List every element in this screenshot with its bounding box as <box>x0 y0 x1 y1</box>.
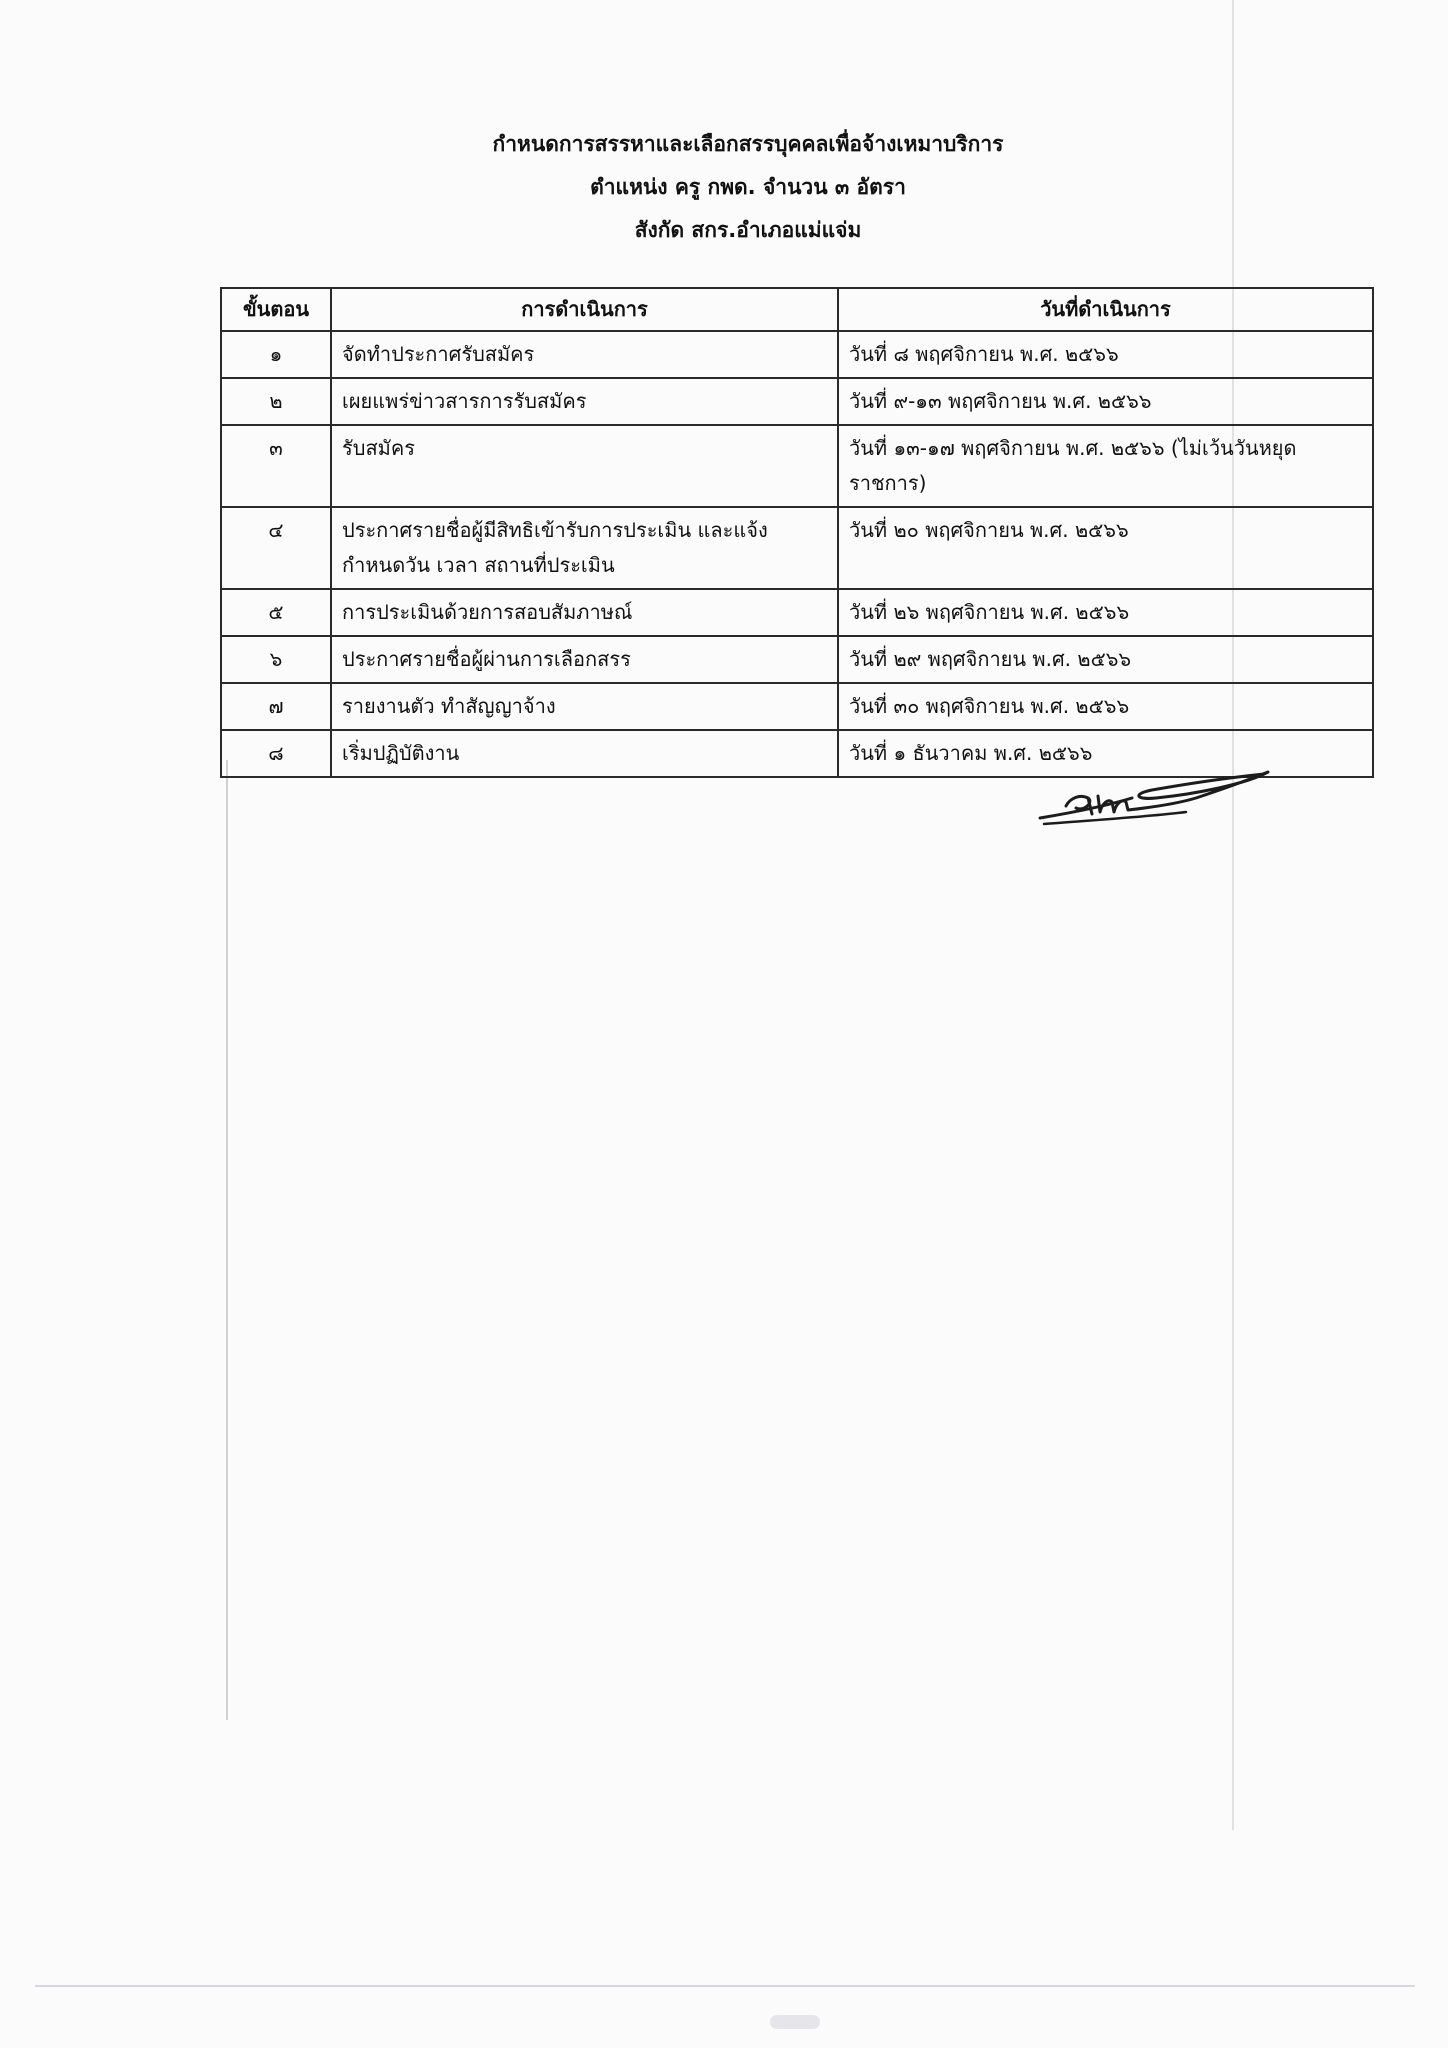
column-header-step: ขั้นตอน <box>221 288 331 331</box>
action-cell: รับสมัคร <box>331 425 838 507</box>
table-row <box>221 683 1373 730</box>
date-cell: วันที่ ๙-๑๓ พฤศจิกายน พ.ศ. ๒๕๖๖ <box>838 378 1373 425</box>
scan-bottom-edge <box>35 1985 1415 1987</box>
column-header-action: การดำเนินการ <box>331 288 838 331</box>
table-header-row <box>221 288 1373 331</box>
column-header-date: วันที่ดำเนินการ <box>838 288 1373 331</box>
schedule-table <box>220 287 1374 778</box>
date-cell: วันที่ ๒๐ พฤศจิกายน พ.ศ. ๒๕๖๖ <box>838 507 1373 589</box>
affiliation-line: สังกัด สกร.อำเภอแม่แจ่ม <box>634 218 862 242</box>
date-cell: วันที่ ๑ ธันวาคม พ.ศ. ๒๕๖๖ <box>838 730 1373 777</box>
action-cell: เผยแพร่ข่าวสารการรับสมัคร <box>331 378 838 425</box>
step-number: ๑ <box>221 331 331 378</box>
date-cell: วันที่ ๑๓-๑๗ พฤศจิกายน พ.ศ. ๒๕๖๖ (ไม่เว้นวันหยุดราชการ) <box>838 425 1373 507</box>
step-number: ๗ <box>221 683 331 730</box>
step-number: ๒ <box>221 378 331 425</box>
step-number: ๘ <box>221 730 331 777</box>
date-cell: วันที่ ๒๙ พฤศจิกายน พ.ศ. ๒๕๖๖ <box>838 636 1373 683</box>
signature-icon <box>1036 768 1272 828</box>
date-cell: วันที่ ๘ พฤศจิกายน พ.ศ. ๒๕๖๖ <box>838 331 1373 378</box>
table-row <box>221 636 1373 683</box>
step-number: ๕ <box>221 589 331 636</box>
step-number: ๓ <box>221 425 331 507</box>
document-title: กำหนดการสรรหาและเลือกสรรบุคคลเพื่อจ้างเหมาบริการ <box>492 132 1004 156</box>
step-number: ๖ <box>221 636 331 683</box>
position-line: ตำแหน่ง ครู กพด. จำนวน ๓ อัตรา <box>590 175 906 199</box>
date-cell: วันที่ ๓๐ พฤศจิกายน พ.ศ. ๒๕๖๖ <box>838 683 1373 730</box>
action-cell: ประกาศรายชื่อผู้ผ่านการเลือกสรร <box>331 636 838 683</box>
action-cell: ประกาศรายชื่อผู้มีสิทธิเข้ารับการประเมิน และแจ้งกำหนดวัน เวลา สถานที่ประเมิน <box>331 507 838 589</box>
scan-mark <box>770 2015 820 2029</box>
scan-margin-line <box>226 760 228 1720</box>
scan-edge-line <box>1232 0 1234 1830</box>
table-row <box>221 331 1373 378</box>
action-cell: การประเมินด้วยการสอบสัมภาษณ์ <box>331 589 838 636</box>
date-cell: วันที่ ๒๖ พฤศจิกายน พ.ศ. ๒๕๖๖ <box>838 589 1373 636</box>
table-row <box>221 378 1373 425</box>
action-cell: รายงานตัว ทำสัญญาจ้าง <box>331 683 838 730</box>
action-cell: จัดทำประกาศรับสมัคร <box>331 331 838 378</box>
table-row <box>221 507 1373 589</box>
table-row <box>221 425 1373 507</box>
table-row <box>221 589 1373 636</box>
step-number: ๔ <box>221 507 331 589</box>
action-cell: เริ่มปฏิบัติงาน <box>331 730 838 777</box>
